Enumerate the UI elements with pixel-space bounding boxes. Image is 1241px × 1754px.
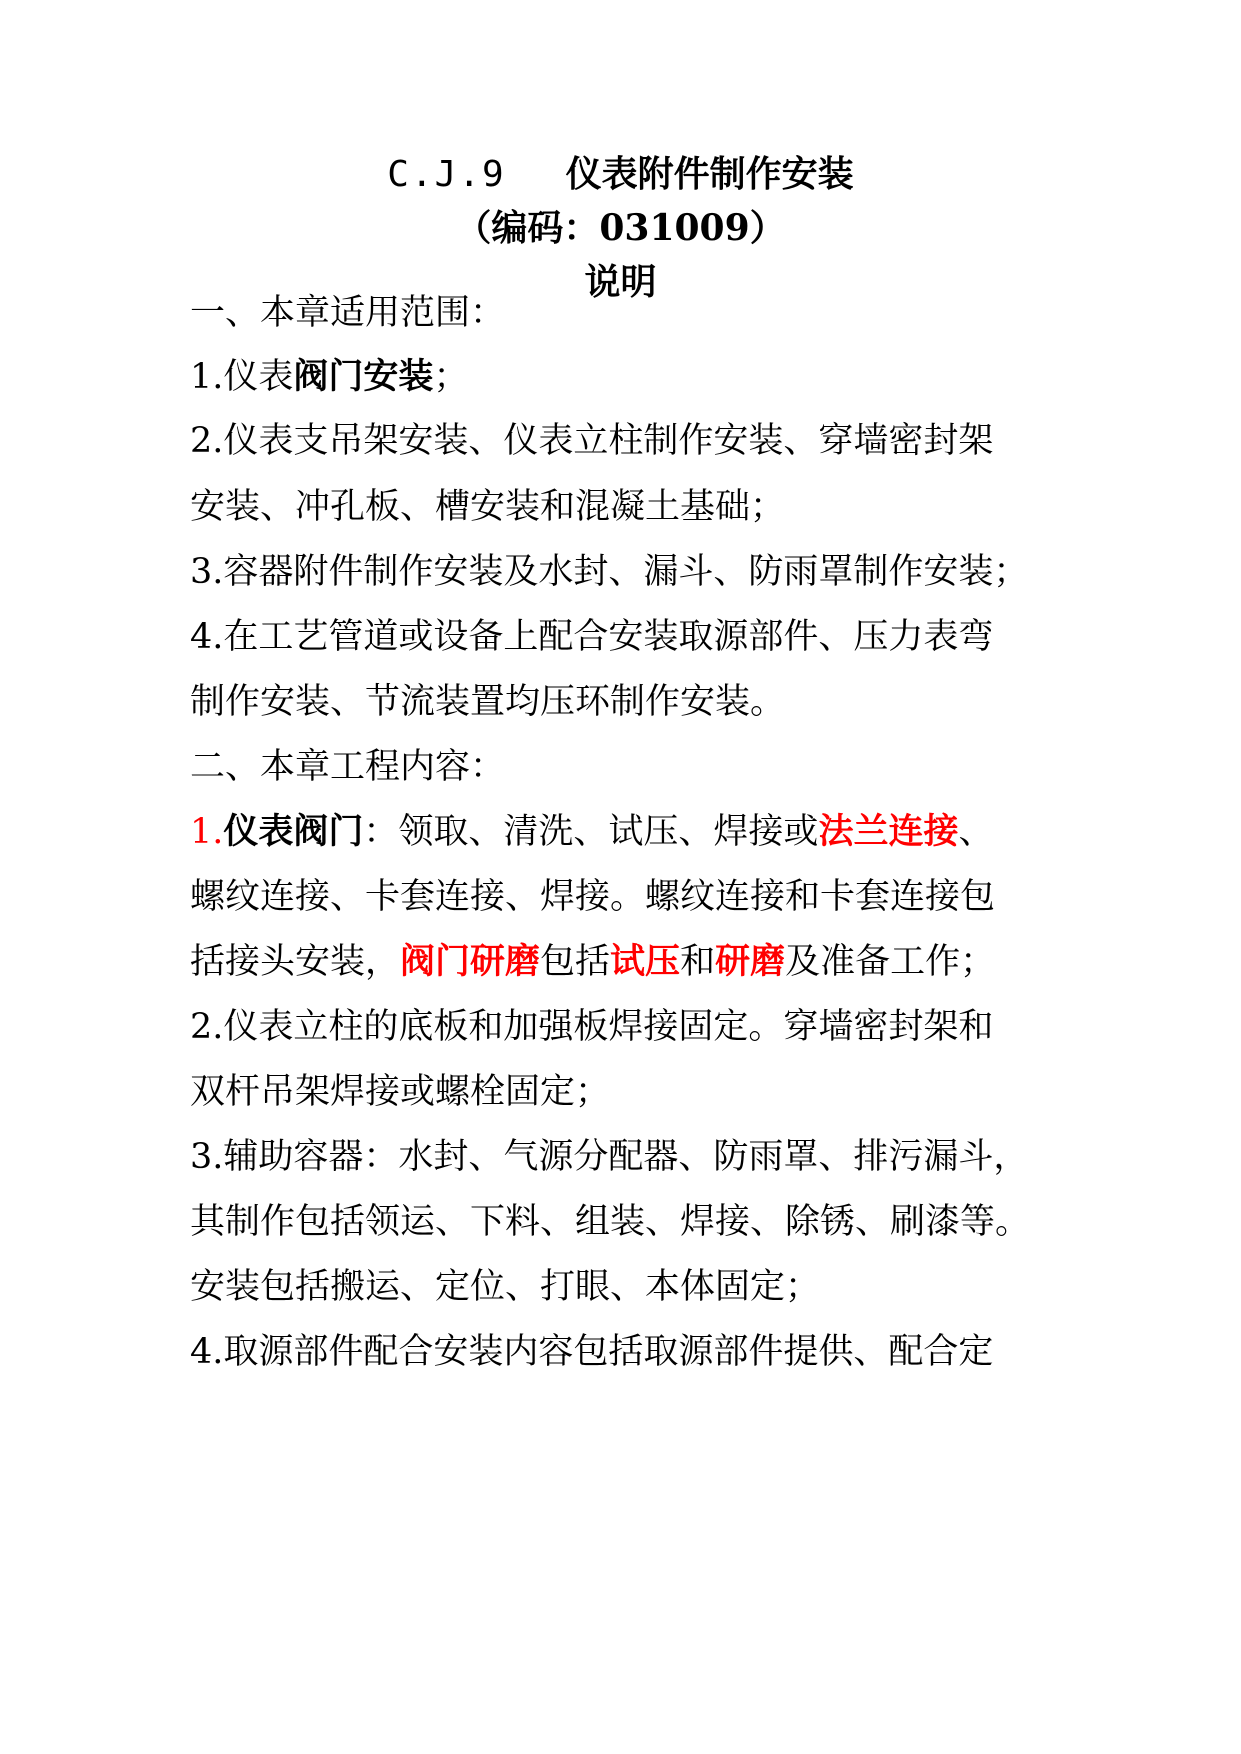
item-bold-text: 仪表阀门 xyxy=(223,811,364,852)
description-title: 说明 xyxy=(584,261,657,303)
section2-item1-line3 xyxy=(190,937,1070,987)
chapter-code: C.J.9 xyxy=(387,154,506,195)
section1-item4-line1: 4.在工艺管道或设备上配合安装取源部件、压力表弯 xyxy=(190,617,994,657)
highlight-text: 研磨 xyxy=(715,941,786,982)
item-text: 、 xyxy=(958,812,994,852)
section1-item4-line2: 制作安装、节流装置均压环制作安装。 xyxy=(190,682,786,722)
section1-item3-line1: 3.容器附件制作安装及水封、漏斗、防雨罩制作安装； xyxy=(190,552,1029,592)
section2-item2-line1: 2.仪表立柱的底板和加强板焊接固定。穿墙密封架和 xyxy=(190,1007,994,1047)
item-text: 和 xyxy=(680,942,716,982)
section2-item3-line3: 安装包括搬运、定位、打眼、本体固定； xyxy=(190,1267,821,1307)
section1-item1 xyxy=(190,352,1070,402)
item-number: 1. xyxy=(190,357,224,397)
section2-item2-line2: 双杆吊架焊接或螺栓固定； xyxy=(190,1072,611,1112)
highlight-text: 法兰连接 xyxy=(818,811,959,852)
chapter-code-line: （编码：031009） xyxy=(455,207,786,249)
section2-item1-line1 xyxy=(190,807,1070,857)
section2-item3-line2: 其制作包括领运、下料、组装、焊接、除锈、刷漆等。 xyxy=(190,1202,1031,1242)
item-text: 包括 xyxy=(540,942,611,982)
section2-item4-line1: 4.取源部件配合安装内容包括取源部件提供、配合定 xyxy=(190,1332,994,1372)
chapter-title-text: 仪表附件制作安装 xyxy=(565,153,854,195)
item-bold-text: 阀门安装 xyxy=(293,356,434,397)
chapter-title xyxy=(0,150,1241,199)
section1-item2-line2: 安装、冲孔板、槽安装和混凝土基础； xyxy=(190,487,786,527)
highlight-text: 试压 xyxy=(610,941,681,982)
section1-heading: 一、本章适用范围： xyxy=(190,293,506,333)
item-text: ； xyxy=(433,357,469,397)
highlight-text: 阀门研磨 xyxy=(400,941,541,982)
section1-item2-line1: 2.仪表支吊架安装、仪表立柱制作安装、穿墙密封架 xyxy=(190,421,994,461)
item-text: ：领取、清洗、试压、焊接或 xyxy=(363,812,819,852)
item-number: 1. xyxy=(190,812,224,852)
item-text: 及准备工作； xyxy=(785,942,996,982)
section2-item3-line1: 3.辅助容器：水封、气源分配器、防雨罩、排污漏斗， xyxy=(190,1137,1029,1177)
section2-item1-line2: 螺纹连接、卡套连接、焊接。螺纹连接和卡套连接包 xyxy=(190,877,996,917)
section2-heading: 二、本章工程内容： xyxy=(190,747,506,787)
item-text: 仪表 xyxy=(223,357,294,397)
item-text: 括接头安装， xyxy=(190,942,401,982)
